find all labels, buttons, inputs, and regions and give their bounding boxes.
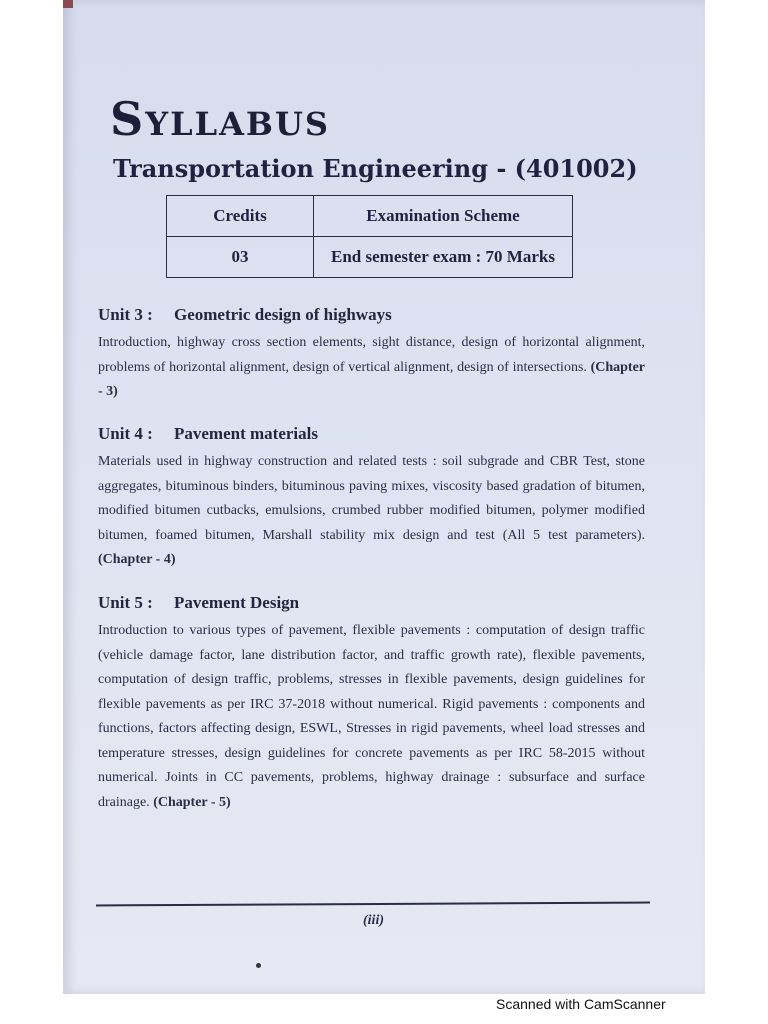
unit-5-heading: [98, 593, 645, 613]
unit-3-number: Unit 3 :: [98, 305, 153, 324]
unit-4-title: Pavement materials: [174, 424, 318, 443]
unit-5-text: Introduction to various types of pavement, flexible pavements : computation of design traffic (vehicle damage factor, lane distribution factor, and traffic growth rate), flexible pavements, computation of design traffic, problems, stresses in flexible pavements, design guidelines for flexible pavements as per IRC 37-2018 without numerical. Rigid pavements : components and functions, factors affecting design, ESWL, Stresses in rigid pavements, wheel load stresses and temperature stresses, design guidelines for concrete pavements as per IRC 58-2015 without numerical. Joints in CC pavements, problems, highway drainage : subsurface and surface drainage.: [98, 623, 645, 810]
unit-4-number: Unit 4 :: [98, 424, 153, 443]
table-cell-exam-scheme: End semester exam : 70 Marks: [314, 237, 573, 278]
table-header-credits: Credits: [167, 196, 314, 237]
unit-3-title: Geometric design of highways: [174, 305, 392, 324]
unit-4-section: [98, 424, 645, 573]
unit-3-heading: [98, 305, 645, 325]
table-cell-credits: 03: [167, 237, 314, 278]
unit-3-section: [98, 305, 645, 405]
unit-5-section: [98, 593, 645, 815]
page-title: Syllabus: [110, 92, 330, 146]
scheme-table: [166, 195, 573, 278]
unit-4-body: [98, 450, 645, 573]
table-row: [167, 237, 573, 278]
ink-dot: [256, 963, 261, 968]
unit-4-heading: [98, 424, 645, 444]
unit-4-chapter-ref: (Chapter - 4): [98, 552, 176, 567]
unit-3-body: [98, 331, 645, 405]
page-number: (iii): [363, 913, 384, 928]
table-header-examination-scheme: Examination Scheme: [314, 196, 573, 237]
subject-title: Transportation Engineering - (401002): [113, 154, 638, 183]
scanner-watermark: Scanned with CamScanner: [496, 996, 666, 1012]
unit-5-title: Pavement Design: [174, 593, 300, 612]
unit-5-body: [98, 619, 645, 815]
unit-3-chapter-ref: (Chapter - 3): [98, 359, 645, 399]
unit-4-text: Materials used in highway construction and related tests : soil subgrade and CBR Test, stone aggregates, bituminous binders, bituminous paving mixes, viscosity based gradation of bitumen, modified bitumen cutbacks, emulsions, crumbed rubber modified bitumen, polymer modified bitumen, foamed bitumen, Marshall stability mix design and test (All 5 test parameters).: [98, 454, 645, 543]
table-header-row: [167, 196, 573, 237]
paper-edge-mark: [63, 0, 73, 8]
unit-3-text: Introduction, highway cross section elements, sight distance, design of horizontal alignment, problems of horizontal alignment, design of vertical alignment, design of intersections.: [98, 335, 645, 375]
unit-5-number: Unit 5 :: [98, 593, 153, 612]
unit-5-chapter-ref: (Chapter - 5): [153, 794, 231, 810]
scan-background: [0, 0, 63, 994]
